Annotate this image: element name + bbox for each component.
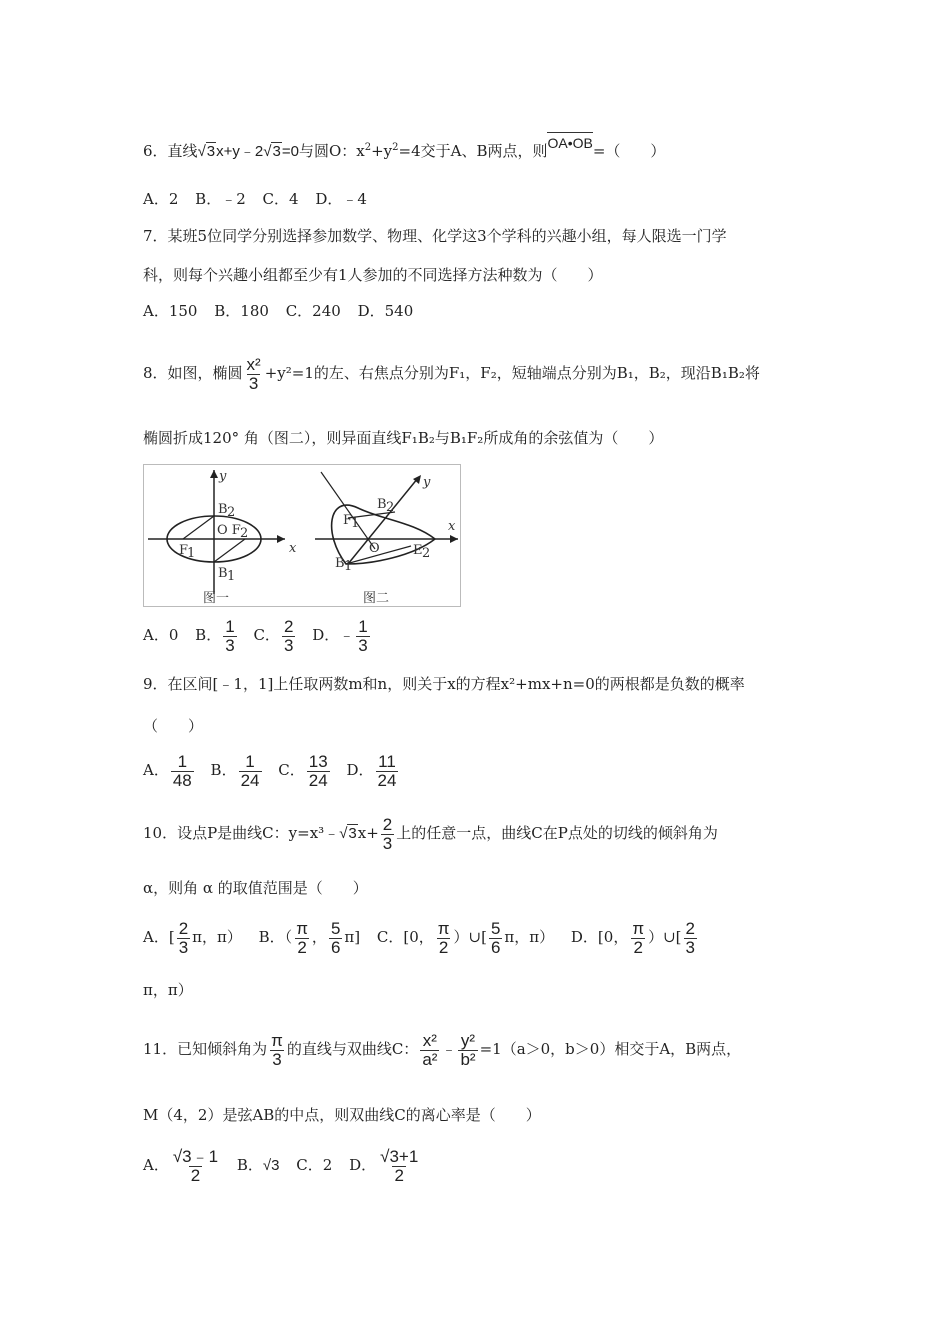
figure-border [144, 465, 461, 607]
fraction: $\frac{1}{24}$ [240, 751, 260, 790]
option-c: C．4 [262, 190, 299, 208]
fraction: $\frac{2}{3}$ [382, 814, 393, 853]
option-b: B． [195, 626, 222, 644]
option-d: D．[0， [570, 928, 629, 946]
option-c: C．2 [296, 1156, 333, 1174]
option-b: B．（ [258, 928, 293, 946]
svg-text:F: F [179, 543, 189, 558]
fraction: $\frac{2}{3}$ [178, 918, 189, 957]
q7-line2: 科，则每个兴趣小组都至少有1人参加的不同选择方法种数为（ ） [143, 266, 603, 284]
option-c: C． [253, 626, 280, 644]
q8-line2: 椭圆折成120° 角（图二），则异面直线F₁B₂与B₁F₂所成角的余弦值为（ ） [143, 429, 664, 447]
fraction: $\frac{2}{3}$ [283, 616, 294, 655]
option-a: A．150 [143, 302, 198, 320]
q9-line1: 9．在区间[﹣1，1]上任取两数m和n，则关于x的方程x²+mx+n=0的两根都是负数的概率 [143, 675, 745, 693]
q6-options [143, 189, 379, 209]
fraction: $\frac{1}{48}$ [172, 751, 192, 790]
fraction: $\frac{\pi}{2}$ [296, 918, 308, 957]
svg-text:2: 2 [422, 546, 431, 561]
sqrt-3: √3 [263, 143, 281, 160]
option-d: D． [346, 761, 374, 779]
ellipse-fold-figure [143, 464, 463, 608]
fraction: $\frac{13}{24}$ [308, 751, 328, 790]
svg-text:x: x [448, 519, 456, 534]
svg-text:F: F [343, 513, 353, 528]
q7-line1: 7．某班5位同学分别选择参加数学、物理、化学这3个学科的兴趣小组，每人限选一门学 [143, 227, 727, 245]
q9-line2: （ ） [143, 717, 204, 735]
svg-text:B: B [218, 502, 228, 517]
q10-line3: π，π） [143, 981, 193, 999]
option-b: B．﹣2 [195, 190, 246, 208]
fraction: $\frac{√3+1}{2}$ [380, 1146, 419, 1185]
fraction: $\frac{\pi}{2}$ [437, 918, 450, 957]
fraction: $\frac{\pi}{2}$ [632, 918, 645, 957]
fraction: $\frac{\text{x²}}{3}$ [246, 354, 261, 393]
option-a: A．0 [143, 626, 179, 644]
q6-stem: 6．直线√3x+y﹣2√3=0与圆O：$x^2+y^2=4$交于A、B两点，则OA•OB=（ ） [143, 138, 665, 162]
svg-text:O: O [369, 541, 380, 556]
fraction: $\frac{11}{24}$ [377, 751, 397, 790]
svg-text:2: 2 [240, 526, 249, 541]
q8-options [143, 612, 372, 658]
option-b: B．180 [214, 302, 269, 320]
svg-text:E: E [413, 543, 423, 558]
svg-text:B: B [377, 497, 387, 512]
option-a: A． [143, 1156, 169, 1174]
option-c: C．[0， [376, 928, 434, 946]
q8-stem: 8．如图，椭圆 $\frac{\text{x²}}{3}$ +y²=1的左、右焦点分别为F₁，F₂，短轴端点分别为B₁，B₂，现沿B₁B₂将 [143, 354, 760, 393]
figure-two [315, 472, 458, 606]
fraction: $\frac{1}{3}$ [225, 616, 235, 655]
option-b: B． [210, 761, 237, 779]
option-a: A．[ [143, 928, 175, 946]
svg-text:2: 2 [227, 505, 236, 520]
fraction: $\frac{\text{y²}}{\text{b²}}$ [460, 1030, 476, 1069]
figure-two-caption: 图二 [363, 591, 390, 606]
q7-options [143, 301, 425, 321]
q11-stem: 11．已知倾斜角为 $\frac{\pi}{3}$ 的直线与双曲线C： $\frac{\text{x²}}{\text{a²}}$ ﹣ $\frac{\text{y²}}{\text{b²}}$ =1（a＞0，b＞0）相交于A，B两点， [143, 1030, 742, 1069]
svg-text:B: B [335, 556, 345, 571]
option-c: C． [278, 761, 305, 779]
svg-text:1: 1 [351, 516, 360, 531]
svg-text:y: y [219, 469, 227, 484]
fraction: $\frac{2}{3}$ [685, 918, 695, 957]
q10-line2: α，则角 α 的取值范围是（ ） [143, 879, 368, 897]
figure-one-caption: 图一 [203, 591, 230, 606]
option-c: C．240 [285, 302, 341, 320]
fraction: $\frac{1}{3}$ [358, 616, 368, 655]
sqrt-3: √3 [197, 143, 216, 160]
q10-stem: 10．设点P是曲线C：y=x³﹣√3x+ $\frac{2}{3}$ 上的任意一点，曲线C在P点处的切线的倾斜角为 [143, 810, 718, 857]
option-d: D．﹣4 [315, 190, 367, 208]
vector-dot-product: OA•OB [547, 132, 592, 153]
q11-options: A． $\frac{√3﹣1}{2}$ B．√3 C．2 D． $\frac{√3+1}{2}$ [143, 1146, 419, 1185]
option-d: D．540 [357, 302, 414, 320]
svg-text:x: x [289, 541, 297, 556]
svg-text:B: B [218, 566, 228, 581]
option-a: A．2 [143, 190, 179, 208]
svg-text:1: 1 [227, 569, 236, 584]
svg-text:y: y [423, 475, 431, 490]
fraction: $\frac{√3﹣1}{2}$ [172, 1146, 219, 1185]
fraction: $\frac{5}{6}$ [490, 918, 501, 957]
q10-options: A．[ $\frac{2}{3}$ π，π） B．（ $\frac{\pi}{2}$ ， $\frac{5}{6}$ π] C．[0， $\frac{\pi}{2}$ ）∪[ $\frac{5}{6}$ π，π） D．[0， $\frac{\pi}{2}$ ）∪[ $\frac{2}{3}$ [143, 918, 695, 957]
option-d: D． [349, 1156, 377, 1174]
option-a: A． [143, 761, 169, 779]
fraction: $\frac{\pi}{3}$ [271, 1030, 283, 1069]
figure-one [148, 469, 297, 606]
svg-text:O F: O F [217, 523, 241, 538]
svg-text:1: 1 [344, 559, 353, 574]
option-d: D．﹣ [312, 626, 355, 644]
fraction: $\frac{\text{x²}}{\text{a²}}$ [422, 1030, 438, 1069]
fraction: $\frac{5}{6}$ [330, 918, 341, 957]
q9-options [143, 747, 400, 793]
sqrt-3: √3 [339, 825, 357, 842]
option-b: B． [236, 1156, 263, 1174]
svg-text:2: 2 [386, 500, 395, 515]
q11-line2: M（4，2）是弦AB的中点，则双曲线C的离心率是（ ） [143, 1106, 541, 1124]
svg-text:1: 1 [187, 546, 196, 561]
